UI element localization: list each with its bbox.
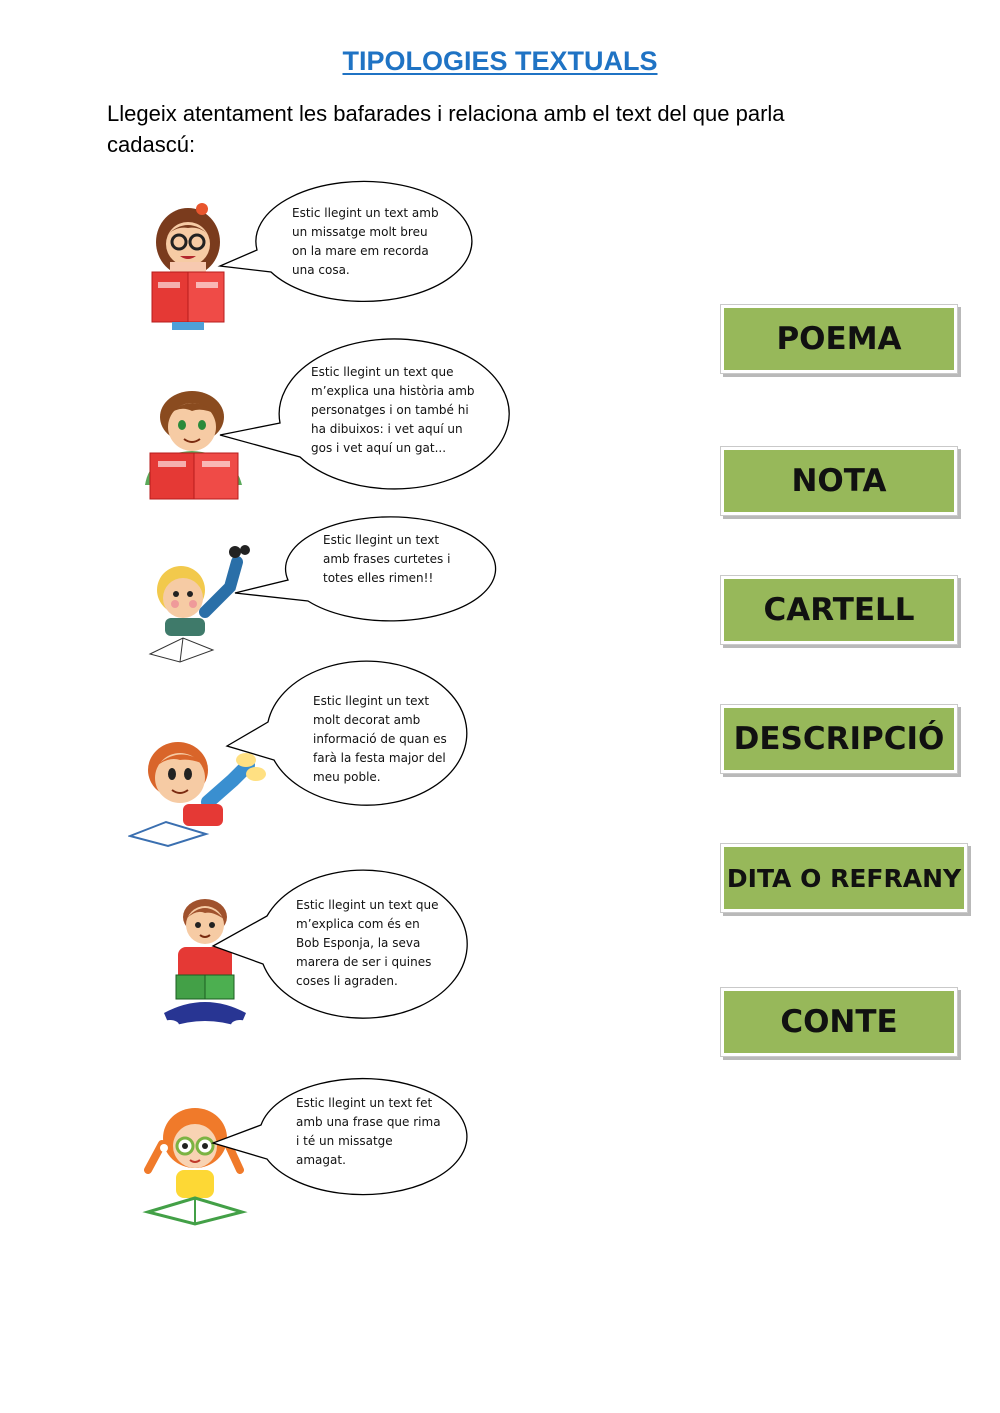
label-cartell[interactable]: CARTELL bbox=[721, 576, 957, 644]
label-dita-o-refrany[interactable]: DITA O REFRANY bbox=[721, 844, 967, 912]
instructions: Llegeix atentament les bafarades i relaciona amb el text del que parla cadascú: bbox=[107, 101, 785, 157]
page-title: TIPOLOGIES TEXTUALS bbox=[342, 46, 658, 76]
label-conte[interactable]: CONTE bbox=[721, 988, 957, 1056]
speech-bubble-6 bbox=[205, 1075, 470, 1198]
speech-bubble-text: Estic llegint un text que m’explica una història amb personatges i on també hi ha dibuixos: i vet aquí un gos i vet aquí un gat... bbox=[311, 365, 475, 455]
speech-bubble-4 bbox=[222, 666, 487, 816]
speech-bubble-3 bbox=[230, 515, 498, 625]
speech-bubble-text: Estic llegint un text molt decorat amb informació de quan es farà la festa major del meu poble. bbox=[313, 694, 447, 784]
speech-bubble-5 bbox=[205, 868, 470, 1023]
label-nota[interactable]: NOTA bbox=[721, 447, 957, 515]
label-poema[interactable]: POEMA bbox=[721, 305, 957, 373]
speech-bubble-text: Estic llegint un text amb frases curtetes i totes elles rimen!! bbox=[323, 533, 451, 585]
speech-bubble-1 bbox=[215, 180, 470, 310]
speech-bubble-text: Estic llegint un text que m’explica com és en Bob Esponja, la seva marera de ser i quines coses li agraden. bbox=[296, 898, 439, 988]
speech-bubble-2 bbox=[210, 335, 505, 495]
label-descripcio[interactable]: DESCRIPCIÓ bbox=[721, 705, 957, 773]
speech-bubble-text: Estic llegint un text fet amb una frase que rima i té un missatge amagat. bbox=[296, 1096, 441, 1167]
speech-bubble-text: Estic llegint un text amb un missatge molt breu on la mare em recorda una cosa. bbox=[292, 206, 439, 277]
